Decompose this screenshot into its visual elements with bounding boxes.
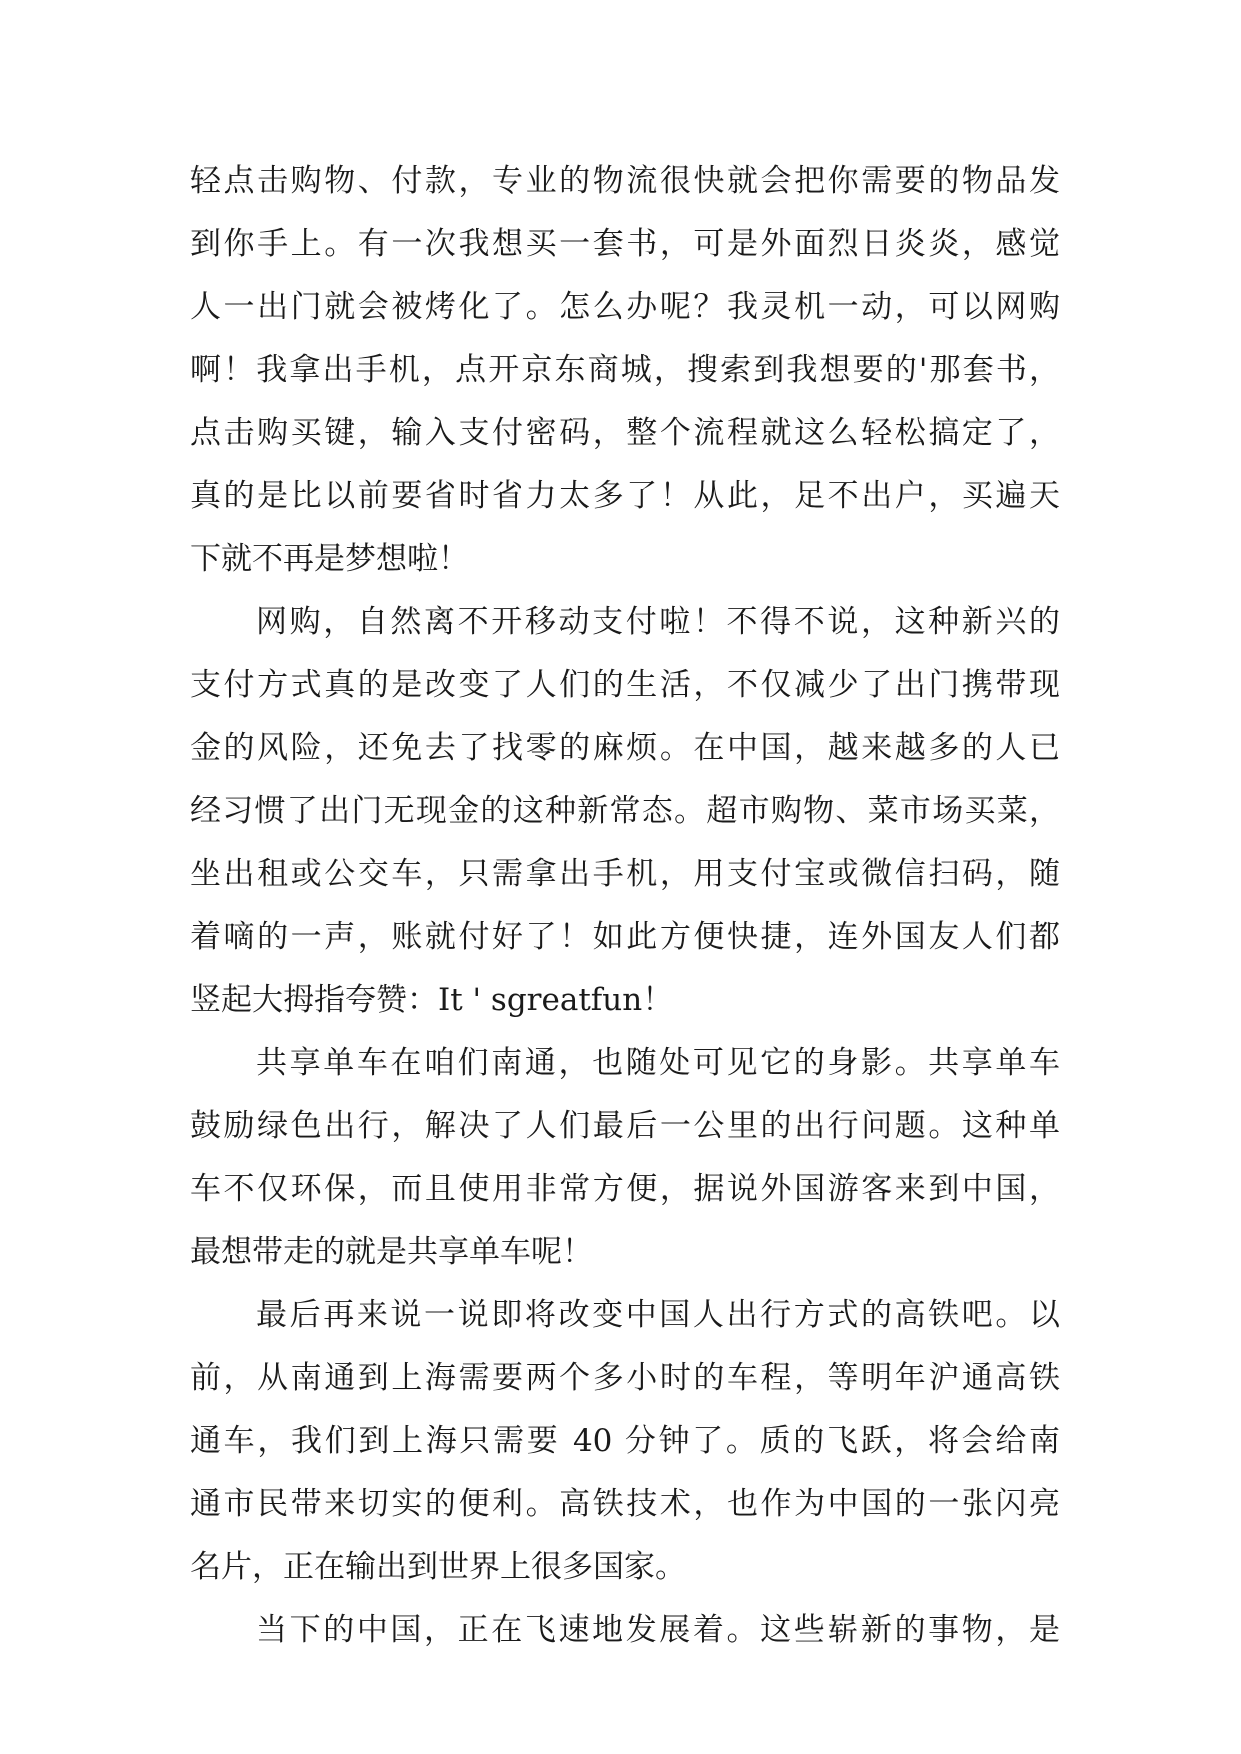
text-line: 下就不再是梦想啦！ — [190, 541, 469, 577]
text-line: 最后再来说一说即将改变中国人出行方式的高铁吧。以 — [256, 1297, 1060, 1333]
text-line: 竖起大拇指夸赞：It ' sgreatfun！ — [190, 982, 674, 1018]
text-line: 车不仅环保，而且使用非常方便，据说外国游客来到中国， — [190, 1171, 1060, 1207]
text-line: 金的风险，还免去了找零的麻烦。在中国，越来越多的人已 — [190, 730, 1060, 766]
paragraph-2 — [190, 591, 1060, 1032]
text-line: 前，从南通到上海需要两个多小时的车程，等明年沪通高铁 — [190, 1360, 1060, 1396]
paragraph-4 — [190, 1284, 1060, 1599]
text-line: 鼓励绿色出行，解决了人们最后一公里的出行问题。这种单 — [190, 1108, 1060, 1144]
text-line: 坐出租或公交车，只需拿出手机，用支付宝或微信扫码，随 — [190, 856, 1060, 892]
text-line: 共享单车在咱们南通，也随处可见它的身影。共享单车 — [256, 1045, 1060, 1081]
text-line: 当下的中国，正在飞速地发展着。这些崭新的事物，是 — [256, 1612, 1060, 1648]
paragraph-1 — [190, 150, 1060, 591]
text-line: 点击购买键，输入支付密码，整个流程就这么轻松搞定了， — [190, 415, 1060, 451]
paragraph-5 — [190, 1599, 1060, 1662]
text-line: 名片，正在输出到世界上很多国家。 — [190, 1549, 686, 1585]
text-line: 通市民带来切实的便利。高铁技术，也作为中国的一张闪亮 — [190, 1486, 1060, 1522]
text-line: 着嘀的一声，账就付好了！如此方便快捷，连外国友人们都 — [190, 919, 1060, 955]
paragraph-3 — [190, 1032, 1060, 1284]
text-line: 支付方式真的是改变了人们的生活，不仅减少了出门携带现 — [190, 667, 1060, 703]
text-line: 通车，我们到上海只需要 40 分钟了。质的飞跃，将会给南 — [190, 1423, 1060, 1459]
text-line: 最想带走的就是共享单车呢！ — [190, 1234, 593, 1270]
text-line: 啊！我拿出手机，点开京东商城，搜索到我想要的'那套书， — [190, 352, 1060, 388]
text-line: 人一出门就会被烤化了。怎么办呢？我灵机一动，可以网购 — [190, 289, 1060, 325]
text-line: 网购，自然离不开移动支付啦！不得不说，这种新兴的 — [256, 604, 1060, 640]
text-line: 真的是比以前要省时省力太多了！从此，足不出户，买遍天 — [190, 478, 1060, 514]
text-line: 到你手上。有一次我想买一套书，可是外面烈日炎炎，感觉 — [190, 226, 1060, 262]
text-line: 经习惯了出门无现金的这种新常态。超市购物、菜市场买菜， — [190, 793, 1060, 829]
body-text — [190, 150, 1060, 1662]
text-line: 轻点击购物、付款，专业的物流很快就会把你需要的物品发 — [190, 163, 1060, 199]
